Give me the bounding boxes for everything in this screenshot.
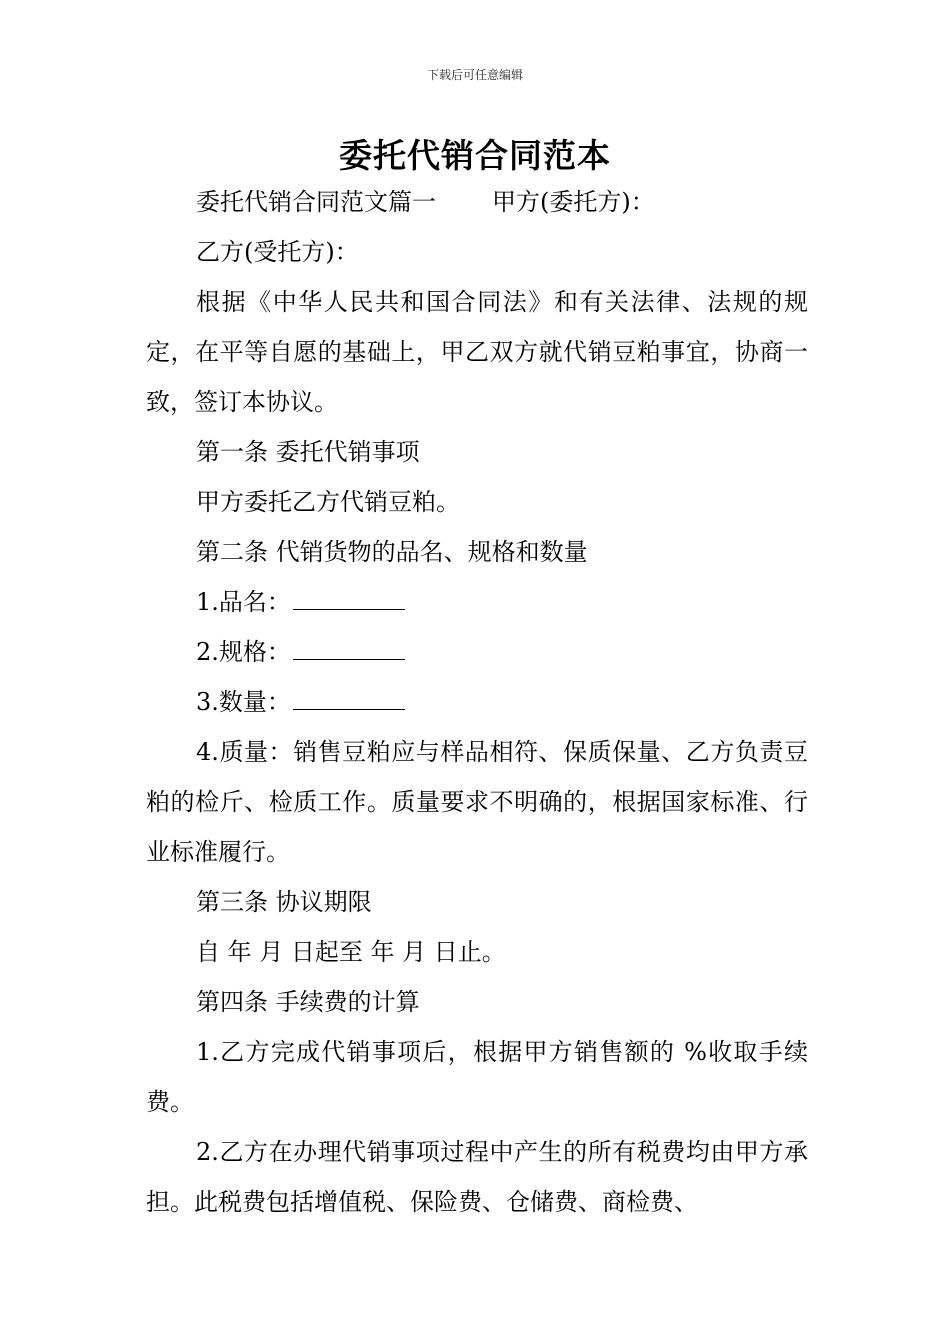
preamble-paragraph: 根据《中华人民共和国合同法》和有关法律、法规的规定，在平等自愿的基础上，甲乙双方就代销豆粕事宜，协商一致，签订本协议。 [146,288,808,416]
item-product-name-label: 1.品名： [196,588,291,616]
article-1-text: 甲方委托乙方代销豆粕。 [196,488,460,516]
article-2-heading: 第二条 代销货物的品名、规格和数量 [196,538,588,566]
fee-clause-1: 1.乙方完成代销事项后，根据甲方销售额的 %收取手续费。 [146,1038,808,1116]
item-specification [146,627,808,677]
document-title: 委托代销合同范本 [339,136,611,175]
contract-subtitle: 委托代销合同范文篇一 [196,188,436,216]
item-quality: 4.质量：销售豆粕应与样品相符、保质保量、乙方负责豆粕的检斤、检质工作。质量要求不明确的，根据国家标准、行业标准履行。 [146,738,808,866]
party-a-label: 甲方(委托方)： [492,188,655,216]
fill-in-blank[interactable] [293,658,405,660]
item-product-name [146,577,808,627]
fill-in-blank[interactable] [293,608,405,610]
item-specification-label: 2.规格： [196,638,291,666]
item-quantity-label: 3.数量： [196,688,291,716]
fill-in-blank[interactable] [293,708,405,710]
page-header-note: 下载后可任意编辑 [426,68,523,82]
fee-clause-2: 2.乙方在办理代销事项过程中产生的所有税费均由甲方承担。此税费包括增值税、保险费、仓储费、商检费、 [146,1138,808,1216]
document-body [146,177,808,1227]
article-3-text: 自 年 月 日起至 年 月 日止。 [196,938,506,966]
item-quantity [146,677,808,727]
party-a-line [146,177,808,227]
article-4-heading: 第四条 手续费的计算 [196,988,420,1016]
article-3-heading: 第三条 协议期限 [196,888,372,916]
party-b-label: 乙方(受托方)： [196,238,359,266]
article-1-heading: 第一条 委托代销事项 [196,438,420,466]
